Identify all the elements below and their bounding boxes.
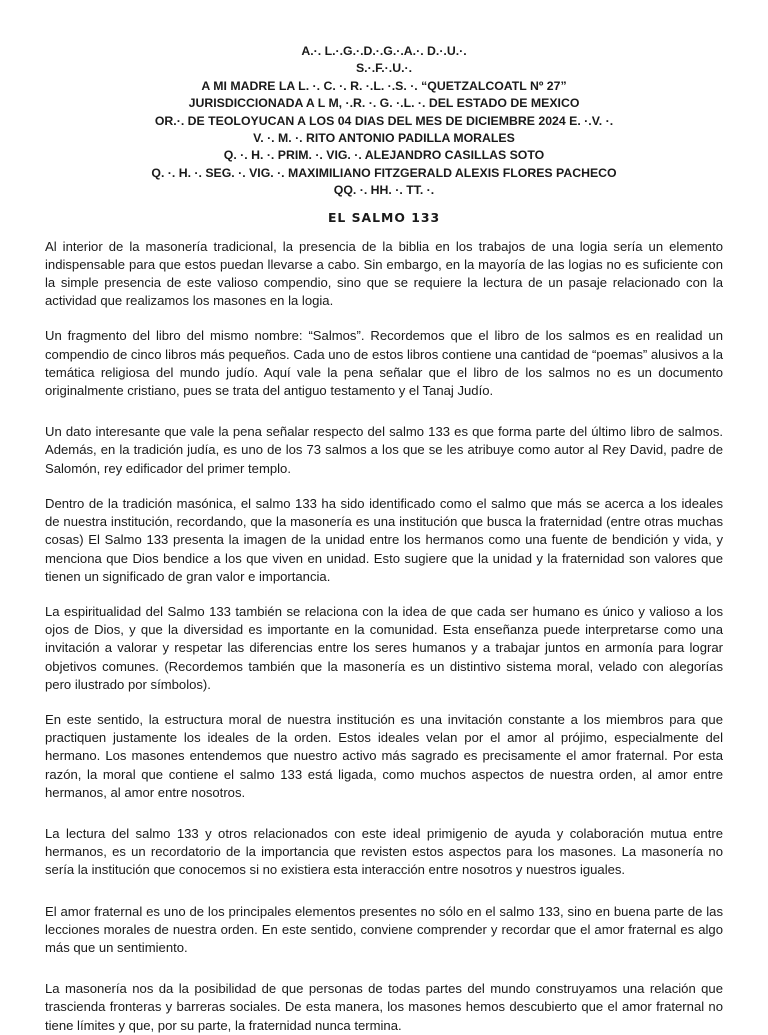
document-body	[45, 238, 723, 1035]
header-line: Q. ·. H. ·. SEG. ·. VIG. ·. MAXIMILIANO FITZGERALD ALEXIS FLORES PACHECO	[151, 165, 617, 180]
header-line: OR.·. DE TEOLOYUCAN A LOS 04 DIAS DEL MES DE DICIEMBRE 2024 E. ·.V. ·.	[154, 113, 614, 128]
paragraph: La masonería nos da la posibilidad de que personas de todas partes del mundo construyamos una relación que trascienda fronteras y barreras sociales. De esta manera, los masones hemos descubierto que el amor fraternal no tiene límites y que, por su parte, la fraternidad nunca termina.	[45, 981, 723, 1033]
document-title: EL SALMO 133	[327, 209, 441, 225]
paragraph: El amor fraternal es uno de los principales elementos presentes no sólo en el salmo 133, sino en buena parte de las lecciones morales de nuestra orden. En este sentido, conviene comprender y recordar que el amor fraternal es algo más que un sentimiento.	[45, 903, 723, 955]
header-line: A.·. L.·.G.·.D.·.G.·.A.·. D.·.U.·.	[301, 44, 467, 58]
header-line: QQ. ·. HH. ·. TT. ·.	[333, 183, 435, 198]
header-line: V. ·. M. ·. RITO ANTONIO PADILLA MORALES	[253, 131, 515, 146]
document-header	[45, 43, 723, 200]
paragraph: En este sentido, la estructura moral de nuestra institución es una invitación constante a los miembros para que practiquen justamente los ideales de la orden. Estos ideales velan por el amor al prójimo, especialmente del hermano. Los masones entendemos que nuestro activo más sagrado es precisamente el amor fraternal. Por esta razón, la moral que contiene el salmo 133 está ligada, como muchos aspectos de nuestra orden, al amor entre hermanos, al amor entre nosotros.	[45, 711, 723, 800]
paragraph: Al interior de la masonería tradicional, la presencia de la biblia en los trabajos de una logia sería un elemento indispensable para que estos puedan llevarse a cabo. Sin embargo, en la mayoría de las logias no es suficiente con la simple presencia de este valioso compendio, sino que se requiere la lectura de un pasaje relacionado con la actividad que realizamos los masones en la logia.	[45, 238, 723, 309]
header-line: A MI MADRE LA L. ·. C. ·. R. ·.L. ·.S. ·. “QUETZALCOATL Nº 27”	[201, 78, 567, 93]
paragraph: Un fragmento del libro del mismo nombre: “Salmos”. Recordemos que el libro de los salmos es en realidad un compendio de cinco libros más pequeños. Cada uno de estos libros contiene una cantidad de “poemas” alusivos a la temática religiosa del mundo judío. Aquí vale la pena señalar que el libro de los salmos no es un documento originalmente cristiano, pues se trata del antiguo testamento y el Tanaj Judío.	[45, 328, 723, 399]
header-line: Q. ·. H. ·. PRIM. ·. VIG. ·. ALEJANDRO CASILLAS SOTO	[223, 148, 545, 163]
paragraph: La espiritualidad del Salmo 133 también se relaciona con la idea de que cada ser humano es único y valioso a los ojos de Dios, y que la diversidad es importante en la comunidad. Esta enseñanza puede interpretarse como una invitación a valorar y respetar las diferencias entre los seres humanos y a trabajar juntos en armonía para lograr objetivos comunes. (Recordemos también que la masonería es un distintivo sistema moral, velado con alegorías pero ilustrado por símbolos).	[45, 603, 723, 692]
paragraph: La lectura del salmo 133 y otros relacionados con este ideal primigenio de ayuda y colaboración mutua entre hermanos, es un recordatorio de la importancia que revisten estos aspectos para los masones. La masonería no sería la institución que conocemos si no existiera esta interacción entre nosotros y nuestros iguales.	[45, 825, 723, 878]
paragraph: Dentro de la tradición masónica, el salmo 133 ha sido identificado como el salmo que más se acerca a los ideales de nuestra institución, recordando, que la masonería es una institución que busca la fraternidad (entre otras muchas cosas) El Salmo 133 presenta la imagen de la unidad entre los hermanos como una fuente de bendición y vida, y menciona que Dios bendice a los que viven en unidad. Esto sugiere que la unidad y la fraternidad son valores que tienen un significado de gran valor e importancia.	[45, 495, 723, 584]
header-line: S.·.F.·.U.·.	[355, 61, 412, 76]
header-line: JURISDICCIONADA A L M, ·.R. ·. G. ·.L. ·. DEL ESTADO DE MEXICO	[188, 96, 580, 111]
paragraph: Un dato interesante que vale la pena señalar respecto del salmo 133 es que forma parte del último libro de salmos. Además, en la tradición judía, es uno de los 73 salmos a los que se les atribuye como autor al Rey David, padre de Salomón, rey edificador del primer templo.	[45, 424, 723, 476]
